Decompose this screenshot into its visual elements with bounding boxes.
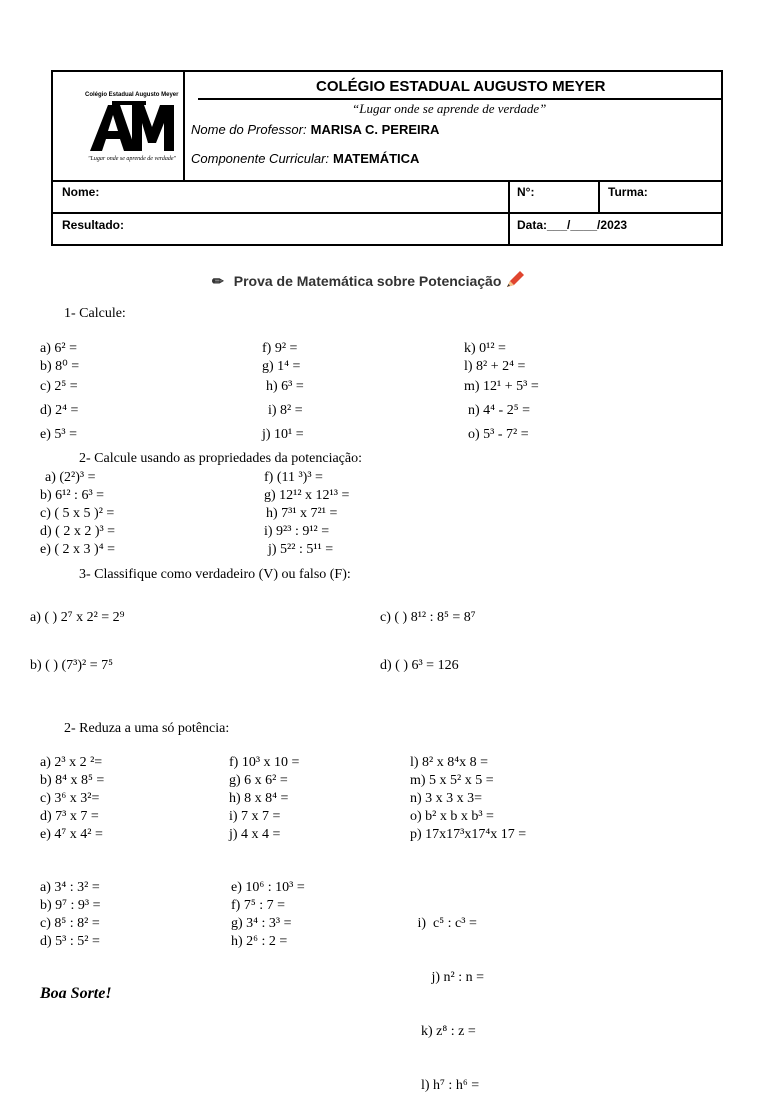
q4-set2-col1: [40, 879, 101, 951]
q4-item: l) 8² x 8⁴x 8 =: [410, 755, 489, 770]
q3-item-b: b) ( ) (7³)² = 7⁵: [30, 658, 113, 673]
q4-item: a) 2³ x 2 ²=: [40, 755, 103, 770]
q2-item: b) 6¹² : 6³ =: [40, 488, 105, 503]
q2-item: h) 7³¹ x 7²¹ =: [266, 506, 338, 521]
q4-item: j) 4 x 4 =: [229, 827, 281, 842]
q4-item: i) c⁵ : c³ =: [414, 916, 477, 931]
q2-col2: [264, 469, 349, 559]
q1-item: e) 5³ =: [40, 427, 77, 442]
logo-divider: [183, 72, 185, 180]
q4-set2-col2: [231, 879, 305, 951]
teacher-row: [191, 121, 439, 139]
logo-mark: [86, 101, 178, 153]
q1-col3: [464, 340, 539, 444]
q4-item: k) z⁸ : z =: [414, 1024, 476, 1039]
q1-item: k) 0¹² =: [464, 341, 506, 356]
q4-item: f) 10³ x 10 =: [229, 755, 300, 770]
q4-item: f) 7⁵ : 7 =: [231, 898, 285, 913]
class-field-label: Turma:: [608, 185, 648, 199]
row-divider-1: [53, 180, 721, 182]
school-name: COLÉGIO ESTADUAL AUGUSTO MEYER: [316, 78, 606, 95]
q1-item: h) 6³ =: [266, 379, 304, 394]
q4-item: o) b² x b x b³ =: [410, 809, 494, 824]
date-field-label: Data:___/____/2023: [517, 218, 628, 232]
q2-item: a) (2²)³ =: [45, 470, 96, 485]
col-divider-1: [508, 180, 510, 244]
q2-item: f) (11 ³)³ =: [264, 470, 323, 485]
q4-item: c) 8⁵ : 8² =: [40, 916, 100, 931]
q4-set2-col3: [414, 879, 484, 1113]
q2-item: e) ( 2 x 3 )⁴ =: [40, 542, 115, 557]
title-underline: [198, 98, 721, 100]
q4-item: h) 2⁶ : 2 =: [231, 934, 288, 949]
q4-set1-col3: [410, 754, 526, 844]
q4-item: j) n² : n =: [414, 970, 485, 985]
q1-item: m) 12¹ + 5³ =: [464, 379, 539, 394]
q4-item: a) 3⁴ : 3² =: [40, 880, 100, 895]
q1-col2: [262, 340, 304, 444]
q2-item: g) 12¹² x 12¹³ =: [264, 488, 350, 503]
q4-item: e) 4⁷ x 4² =: [40, 827, 103, 842]
row-divider-2: [53, 212, 721, 214]
q4-item: b) 8⁴ x 8⁵ =: [40, 773, 105, 788]
pencil-icon: ✏: [212, 273, 224, 289]
q2-item: j) 5²² : 5¹¹ =: [268, 542, 334, 557]
q1-col1: [40, 340, 79, 444]
q4-item: e) 10⁶ : 10³ =: [231, 880, 305, 895]
q1-heading: 1- Calcule:: [64, 306, 126, 321]
q1-item: n) 4⁴ - 2⁵ =: [468, 403, 530, 418]
q4-item: m) 5 x 5² x 5 =: [410, 773, 494, 788]
q2-heading: 2- Calcule usando as propriedades da potenciação:: [79, 451, 363, 466]
result-field-label: Resultado:: [62, 218, 125, 232]
q4-item: h) 8 x 8⁴ =: [229, 791, 289, 806]
q2-item: c) ( 5 x 5 )² =: [40, 506, 115, 521]
q1-item: g) 1⁴ =: [262, 359, 301, 374]
col-divider-2: [598, 180, 600, 212]
subject-name: MATEMÁTICA: [333, 151, 420, 166]
q4-item: i) 7 x 7 =: [229, 809, 281, 824]
number-field-label: N°:: [517, 185, 535, 199]
q1-item: j) 10¹ =: [262, 427, 304, 442]
q3-item-c: c) ( ) 8¹² : 8⁵ = 8⁷: [380, 610, 476, 625]
q4-item: b) 9⁷ : 9³ =: [40, 898, 101, 913]
q1-item: i) 8² =: [268, 403, 303, 418]
q2-item: d) ( 2 x 2 )³ =: [40, 524, 116, 539]
q4-heading: 2- Reduza a uma só potência:: [64, 721, 230, 736]
q4-item: d) 5³ : 5² =: [40, 934, 100, 949]
q4-set1-col1: [40, 754, 104, 844]
logo-caption: Colégio Estadual Augusto Meyer: [85, 92, 179, 98]
teacher-name: MARISA C. PEREIRA: [310, 122, 440, 137]
q1-item: o) 5³ - 7² =: [468, 427, 529, 442]
q4-item: p) 17x17³x17⁴x 17 =: [410, 827, 527, 842]
q4-item: g) 6 x 6² =: [229, 773, 288, 788]
exam-title-row: [212, 271, 525, 291]
q3-item-d: d) ( ) 6³ = 126: [380, 658, 459, 673]
q2-item: i) 9²³ : 9¹² =: [264, 524, 330, 539]
exam-title: Prova de Matemática sobre Potenciação: [233, 273, 502, 289]
q4-item: c) 3⁶ x 3²=: [40, 791, 100, 806]
subject-row: [191, 150, 419, 168]
name-field-label: Nome:: [62, 185, 100, 199]
q3-heading: 3- Classifique como verdadeiro (V) ou falso (F):: [79, 567, 351, 582]
q4-item: g) 3⁴ : 3³ =: [231, 916, 292, 931]
q1-item: d) 2⁴ =: [40, 403, 79, 418]
q3-item-a: a) ( ) 2⁷ x 2² = 2⁹: [30, 610, 125, 625]
q1-item: f) 9² =: [262, 341, 298, 356]
teacher-label: Nome do Professor:: [191, 122, 307, 137]
q1-item: l) 8² + 2⁴ =: [464, 359, 526, 374]
q1-item: c) 2⁵ =: [40, 379, 78, 394]
q4-item: n) 3 x 3 x 3=: [410, 791, 483, 806]
q1-item: b) 8⁰ =: [40, 359, 80, 374]
school-motto: “Lugar onde se aprende de verdade”: [352, 101, 547, 116]
subject-label: Componente Curricular:: [191, 151, 330, 166]
q4-item: d) 7³ x 7 =: [40, 809, 99, 824]
red-pencil-icon: [505, 271, 525, 289]
q4-set1-col2: [229, 754, 299, 844]
good-luck-text: Boa Sorte!: [40, 985, 112, 1002]
logo: [86, 101, 178, 158]
q4-item: l) h⁷ : h⁶ =: [414, 1078, 480, 1093]
logo-motto: "Lugar onde se aprende de verdade": [88, 156, 177, 162]
q1-item: a) 6² =: [40, 341, 77, 356]
q2-col1: [40, 469, 115, 559]
